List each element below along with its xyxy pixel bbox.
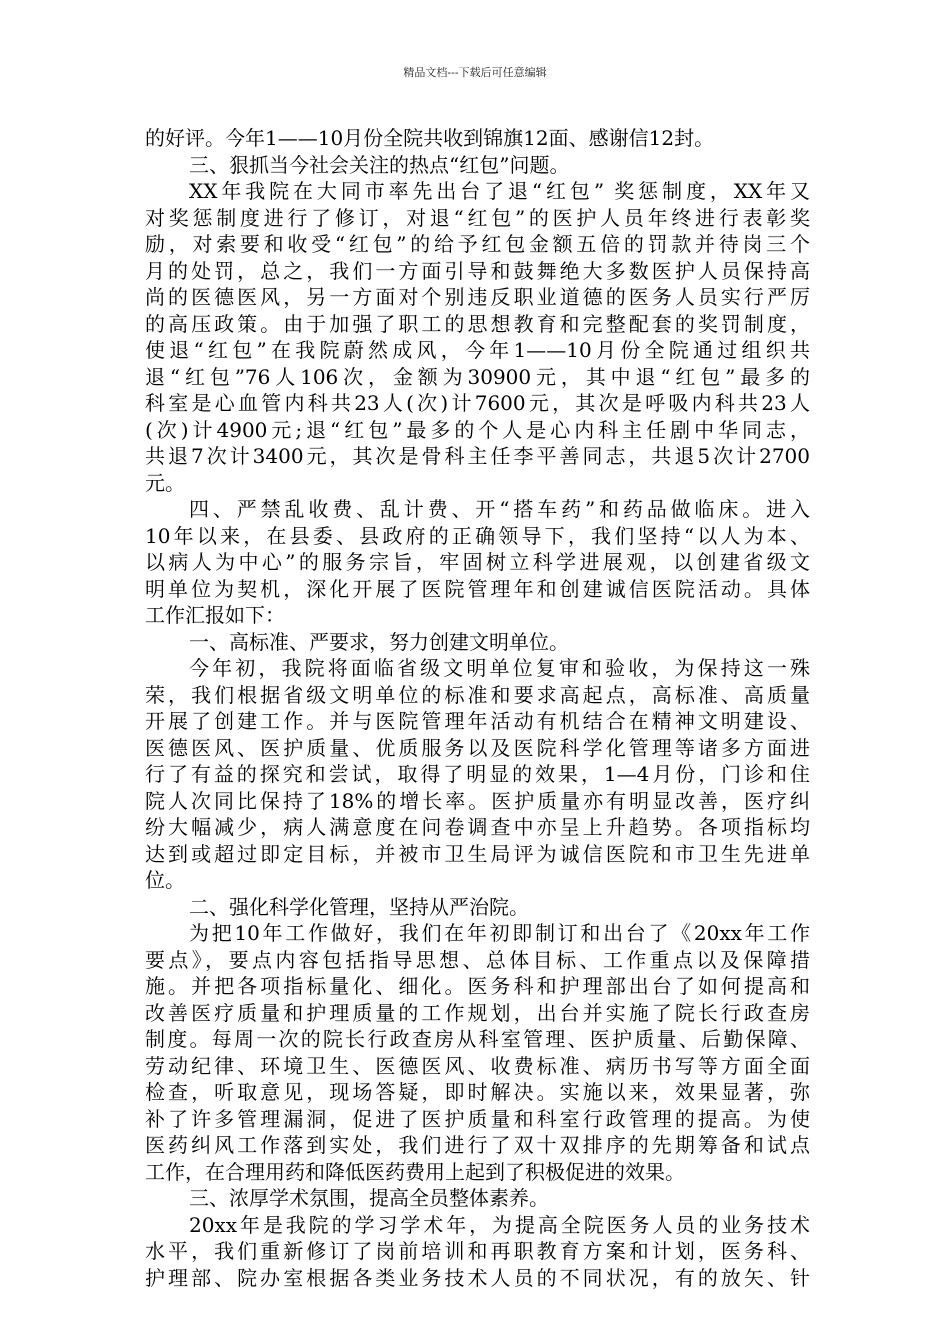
text-line: 工作汇报如下： — [145, 603, 285, 627]
text-line: 护理部、院办室根据各类业务技术人员的不同状况，有的放矢、针 — [145, 1265, 810, 1290]
text-line: 水平，我们重新修订了岗前培训和再职教育方案和计划，医务科、 — [145, 1239, 810, 1263]
text-line: 工作，在合理用药和降低医药费用上起到了积极促进的效果。 — [145, 1159, 685, 1184]
text-line: 励，对索要和收受“红包”的给予红包金额五倍的罚款并待岗三个 — [145, 232, 810, 256]
text-line: 制度。每周一次的院长行政查房从科室管理、医护质量、后勤保障、 — [145, 1027, 810, 1051]
text-line: 月的处罚，总之，我们一方面引导和鼓舞绝大多数医护人员保持高 — [145, 258, 810, 283]
text-line: (次)计4900元;退“红包”最多的个人是心内科主任剧中华同志， — [145, 417, 810, 442]
text-line: 退“红包”76人106次，金额为30900元，其中退“红包”最多的 — [145, 364, 810, 389]
text-line: 20xx年是我院的学习学术年，为提高全院医务人员的业务技术 — [189, 1212, 810, 1237]
text-line: 劳动纪律、环境卫生、医德医风、收费标准、病历书写等方面全面 — [145, 1053, 810, 1078]
text-line: 开展了创建工作。并与医院管理年活动有机结合在精神文明建设、 — [145, 709, 810, 733]
text-line: 荣，我们根据省级文明单位的标准和要求高起点，高标准、高质量 — [145, 682, 810, 707]
text-line: 施。并把各项指标量化、细化。医务科和护理部出台了如何提高和 — [145, 974, 810, 998]
text-line: 的好评。今年1——10月份全院共收到锦旗12面、感谢信12封。 — [145, 126, 715, 150]
text-line: 院人次同比保持了18%的增长率。医护质量亦有明显改善，医疗纠 — [145, 788, 810, 813]
text-line: 三、浓厚学术氛围，提高全员整体素养。 — [189, 1186, 549, 1210]
text-line: 以病人为中心”的服务宗旨，牢固树立科学进展观，以创建省级文 — [145, 550, 810, 574]
text-line: 明单位为契机，深化开展了医院管理年和创建诚信医院活动。具体 — [145, 576, 810, 601]
text-line: 尚的医德医风，另一方面对个别违反职业道德的医务人员实行严厉 — [145, 285, 810, 309]
text-line: 对奖惩制度进行了修订，对退“红包”的医护人员年终进行表彰奖 — [145, 205, 810, 230]
text-line: 纷大幅减少，病人满意度在问卷调查中亦呈上升趋势。各项指标均 — [145, 815, 810, 839]
text-line: 元。 — [145, 470, 185, 495]
text-line: 检查，听取意见，现场答疑，即时解决。实施以来，效果显著，弥 — [145, 1080, 810, 1104]
text-line: 共退7次计3400元，其次是骨科主任李平善同志，共退5次计2700 — [145, 444, 810, 468]
text-line: 补了许多管理漏洞，促进了医护质量和科室行政管理的提高。为使 — [145, 1106, 810, 1131]
text-line: 改善医疗质量和护理质量的工作规划，出台并实施了院长行政查房 — [145, 1000, 810, 1025]
text-line: 的高压政策。由于加强了职工的思想教育和完整配套的奖罚制度， — [145, 311, 810, 336]
text-line: 10年以来，在县委、县政府的正确领导下，我们坚持“以人为本、 — [145, 523, 810, 548]
text-line: 行了有益的探究和尝试，取得了明显的效果，1—4月份，门诊和住 — [145, 762, 810, 786]
page-header-watermark: 精品文档---下载后可任意编辑 — [403, 66, 547, 79]
text-line: 科室是心血管内科共23人(次)计7600元，其次是呼吸内科共23人 — [145, 391, 810, 415]
text-line: 一、高标准、严要求，努力创建文明单位。 — [189, 629, 569, 654]
text-line: 四、严禁乱收费、乱计费、开“搭车药”和药品做临床。进入 — [189, 497, 810, 521]
text-line: 三、狠抓当今社会关注的热点“红包”问题。 — [189, 152, 570, 177]
text-line: 要点》，要点内容包括指导思想、总体目标、工作重点以及保障措 — [145, 947, 810, 972]
document-body — [145, 125, 810, 1291]
text-line: XX年我院在大同市率先出台了退“红包” 奖惩制度，XX年又 — [189, 179, 810, 203]
text-line: 使退“红包”在我院蔚然成风，今年1——10月份全院通过组织共 — [145, 338, 810, 362]
text-line: 位。 — [145, 868, 185, 892]
text-line: 为把10年工作做好，我们在年初即制订和出台了《20xx年工作 — [189, 921, 810, 945]
text-line: 达到或超过即定目标，并被市卫生局评为诚信医院和市卫生先进单 — [145, 841, 810, 866]
text-line: 今年初，我院将面临省级文明单位复审和验收，为保持这一殊 — [189, 656, 810, 680]
text-line: 医德医风、医护质量、优质服务以及医院科学化管理等诸多方面进 — [145, 735, 810, 760]
text-line: 医药纠风工作落到实处，我们进行了双十双排序的先期筹备和试点 — [145, 1133, 810, 1157]
text-line: 二、强化科学化管理，坚持从严治院。 — [189, 894, 529, 919]
